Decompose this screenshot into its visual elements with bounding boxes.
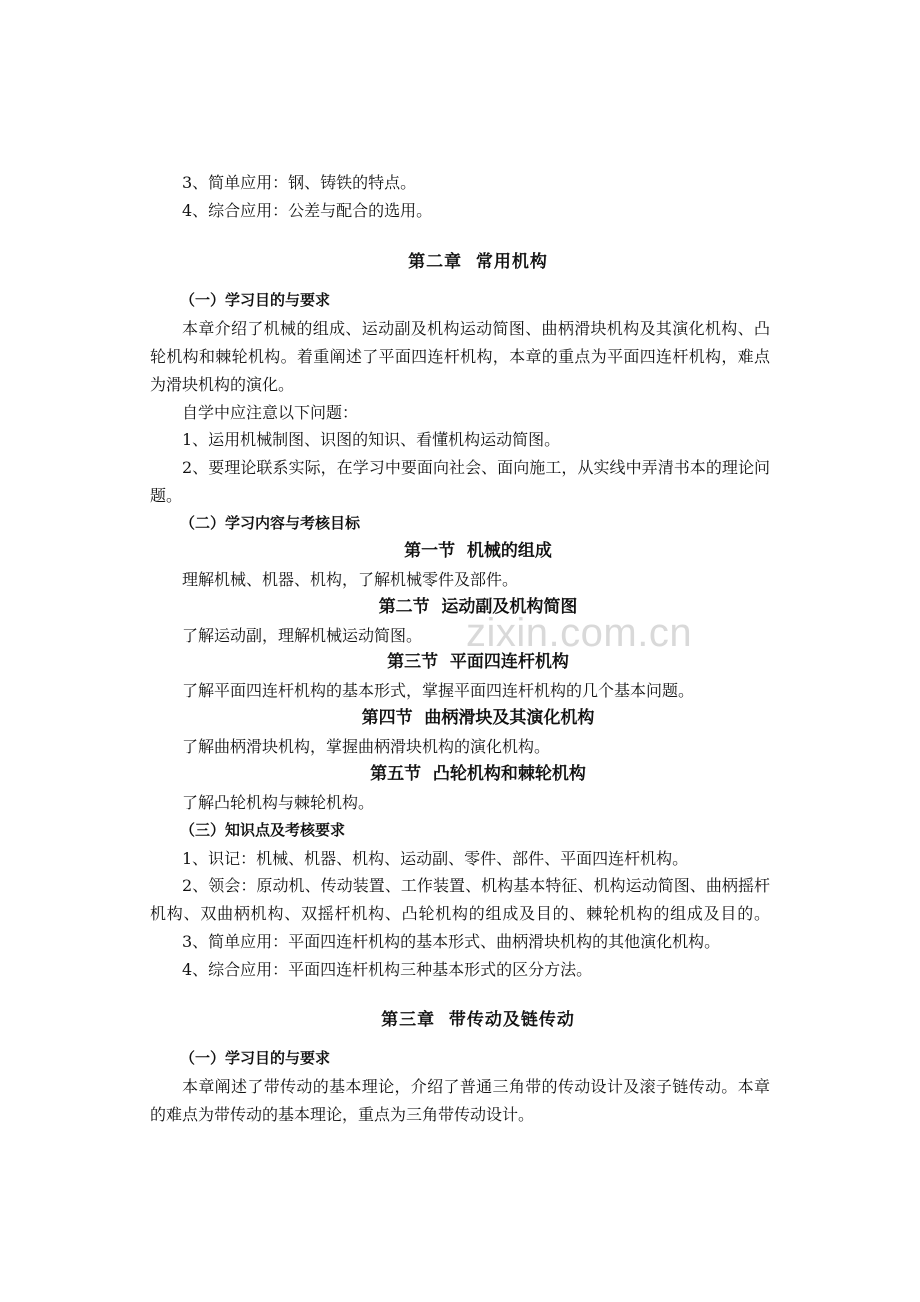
list-item-continuation: 题。 — [150, 486, 183, 506]
section-5-text: 了解凸轮机构与棘轮机构。 — [182, 792, 375, 812]
paragraph-line: 本章介绍了机械的组成、运动副及机构运动简图、曲柄滑块机构及其演化机构、凸 — [182, 318, 770, 338]
chapter-2-body — [150, 287, 770, 984]
paragraph-line: 为滑块机构的演化。 — [150, 374, 295, 394]
section-2-text: 了解运动副，理解机械运动简图。 — [182, 625, 423, 645]
section-3-text: 了解平面四连杆机构的基本形式，掌握平面四连杆机构的几个基本问题。 — [182, 681, 695, 701]
section-1-text: 理解机械、机器、机构，了解机械零件及部件。 — [182, 569, 519, 589]
chapter-2-part-1-heading: （一）学习目的与要求 — [180, 292, 331, 309]
list-item: 2、领会：原动机、传动装置、工作装置、机构基本特征、机构运动简图、曲柄摇杆 — [182, 876, 770, 896]
list-item: 3、简单应用：平面四连杆机构的基本形式、曲柄滑块机构的其他演化机构。 — [182, 932, 721, 952]
section-3-title: 第三节 平面四连杆机构 — [387, 652, 569, 673]
section-1-title: 第一节 机械的组成 — [404, 540, 552, 561]
section-2-title: 第二节 运动副及机构简图 — [378, 596, 578, 617]
intro-line-simple-application: 3、简单应用：钢、铸铁的特点。 — [182, 173, 417, 192]
list-item: 1、运用机械制图、识图的知识、看懂机构运动简图。 — [182, 430, 561, 450]
intro-line-comprehensive-application: 4、综合应用：公差与配合的选用。 — [182, 201, 433, 220]
watermark: zixin.com.cn — [466, 611, 693, 655]
paragraph-line: 轮机构和棘轮机构。着重阐述了平面四连杆机构，本章的重点为平面四连杆机构，难点 — [150, 346, 770, 366]
section-4-text: 了解曲柄滑块机构，掌握曲柄滑块机构的演化机构。 — [182, 737, 551, 756]
paragraph-line: 本章阐述了带传动的基本理论，介绍了普通三角带的传动设计及滚子链传动。本章 — [182, 1076, 770, 1096]
chapter-2-part-3-heading: （三）知识点及考核要求 — [180, 821, 346, 839]
chapter-3-part-1-heading: （一）学习目的与要求 — [180, 1049, 331, 1067]
section-5-title: 第五节 凸轮机构和棘轮机构 — [370, 763, 586, 784]
document-page — [150, 169, 770, 1129]
chapter-3-title: 第三章 带传动及链传动 — [381, 1009, 575, 1030]
list-item-continuation: 机构、双曲柄机构、双摇杆机构、凸轮机构的组成及目的、棘轮机构的组成及目的。 — [150, 904, 770, 924]
chapter-2-part-2-heading: （二）学习内容与考核目标 — [180, 515, 361, 532]
list-item: 4、综合应用：平面四连杆机构三种基本形式的区分方法。 — [182, 960, 593, 979]
section-4-title: 第四节 曲柄滑块及其演化机构 — [361, 708, 595, 729]
list-item: 1、识记：机械、机器、机构、运动副、零件、部件、平面四连杆机构。 — [182, 848, 689, 868]
paragraph-line: 的难点为带传动的基本理论，重点为三角带传动设计。 — [150, 1104, 535, 1124]
chapter-2-title: 第二章 常用机构 — [408, 252, 548, 272]
paragraph-line: 自学中应注意以下问题： — [182, 402, 359, 422]
list-item: 2、要理论联系实际，在学习中要面向社会、面向施工，从实线中弄清书本的理论问 — [182, 458, 770, 478]
